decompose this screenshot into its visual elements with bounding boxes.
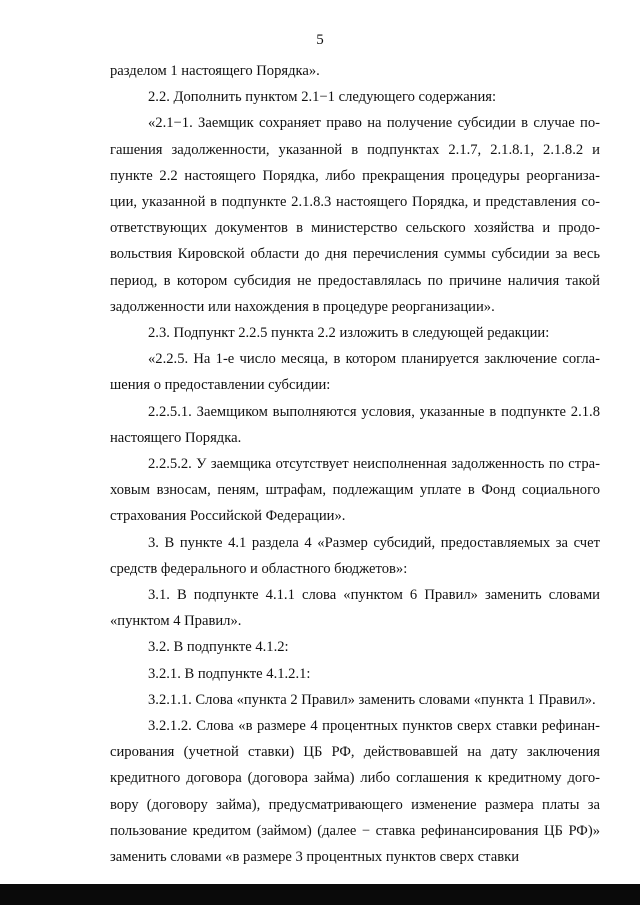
paragraph-3-1: 3.1. В подпункте 4.1.1 слова «пунктом 6 Правил» заменить словами «пунктом 4 Правил». bbox=[110, 587, 600, 630]
document-body bbox=[110, 58, 600, 870]
scan-border-bar bbox=[0, 884, 640, 905]
page-number: 5 bbox=[316, 32, 324, 48]
paragraph-3-2-1: 3.2.1. В подпункте 4.1.2.1: bbox=[148, 665, 311, 682]
paragraph-3-2: 3.2. В подпункте 4.1.2: bbox=[148, 639, 289, 656]
paragraph-2-3: 2.3. Подпункт 2.2.5 пункта 2.2 изложить в следующей редакции: bbox=[148, 325, 550, 342]
paragraph-3-2-1-1: 3.2.1.1. Слова «пункта 2 Правил» заменить словами «пункта 1 Правил». bbox=[148, 691, 596, 708]
paragraph-2-2-5-1: 2.2.5.1. Заемщиком выполняются условия, указанные в подпункте 2.1.8 настоящего Порядка. bbox=[110, 403, 600, 446]
paragraph-2-1-1: «2.1−1. Заемщик сохраняет право на получение субсидии в случае погашения задолженности, указанной в подпунктах 2.1.7, 2.1.8.1, 2.1.8.2 и пункте 2.2 настоящего Порядка, либо прекращения процедуры реорганизации, указанной в подпункте 2.1.8.3 настоящего Порядка, и представления соответствующих документов в министерство сельского хозяйства и продовольствия Кировской области до дня перечисления суммы субсидии за весь период, в котором субсидия не предоставлялась по причине наличия такой задолженности или нахождения в процедуре реорганизации». bbox=[110, 115, 600, 315]
paragraph-continuation: разделом 1 настоящего Порядка». bbox=[110, 63, 320, 79]
paragraph-3-2-1-2: 3.2.1.2. Слова «в размере 4 процентных пунктов сверх ставки рефинансирования (учетной ставки) ЦБ РФ, действовавшей на дату заключения кредитного договора (договора займа) либо соглашения к кредитному договору (договору займа), предусматривающего изменение размера платы за пользование кредитом (займом) (далее − ставка рефинансирования ЦБ РФ)» заменить словами «в размере 3 процентных пунктов сверх ставки bbox=[110, 718, 600, 866]
paragraph-2-2-5: «2.2.5. На 1-е число месяца, в котором планируется заключение соглашения о предоставлении субсидии: bbox=[110, 351, 600, 394]
paragraph-3: 3. В пункте 4.1 раздела 4 «Размер субсидий, предоставляемых за счет средств федерального и областного бюджетов»: bbox=[110, 534, 600, 577]
paragraph-2-2-5-2: 2.2.5.2. У заемщика отсутствует неисполненная задолженность по страховым взносам, пеням, штрафам, подлежащим уплате в Фонд социального страхования Российской Федерации». bbox=[110, 456, 600, 525]
paragraph-2-2: 2.2. Дополнить пунктом 2.1−1 следующего содержания: bbox=[148, 89, 497, 106]
